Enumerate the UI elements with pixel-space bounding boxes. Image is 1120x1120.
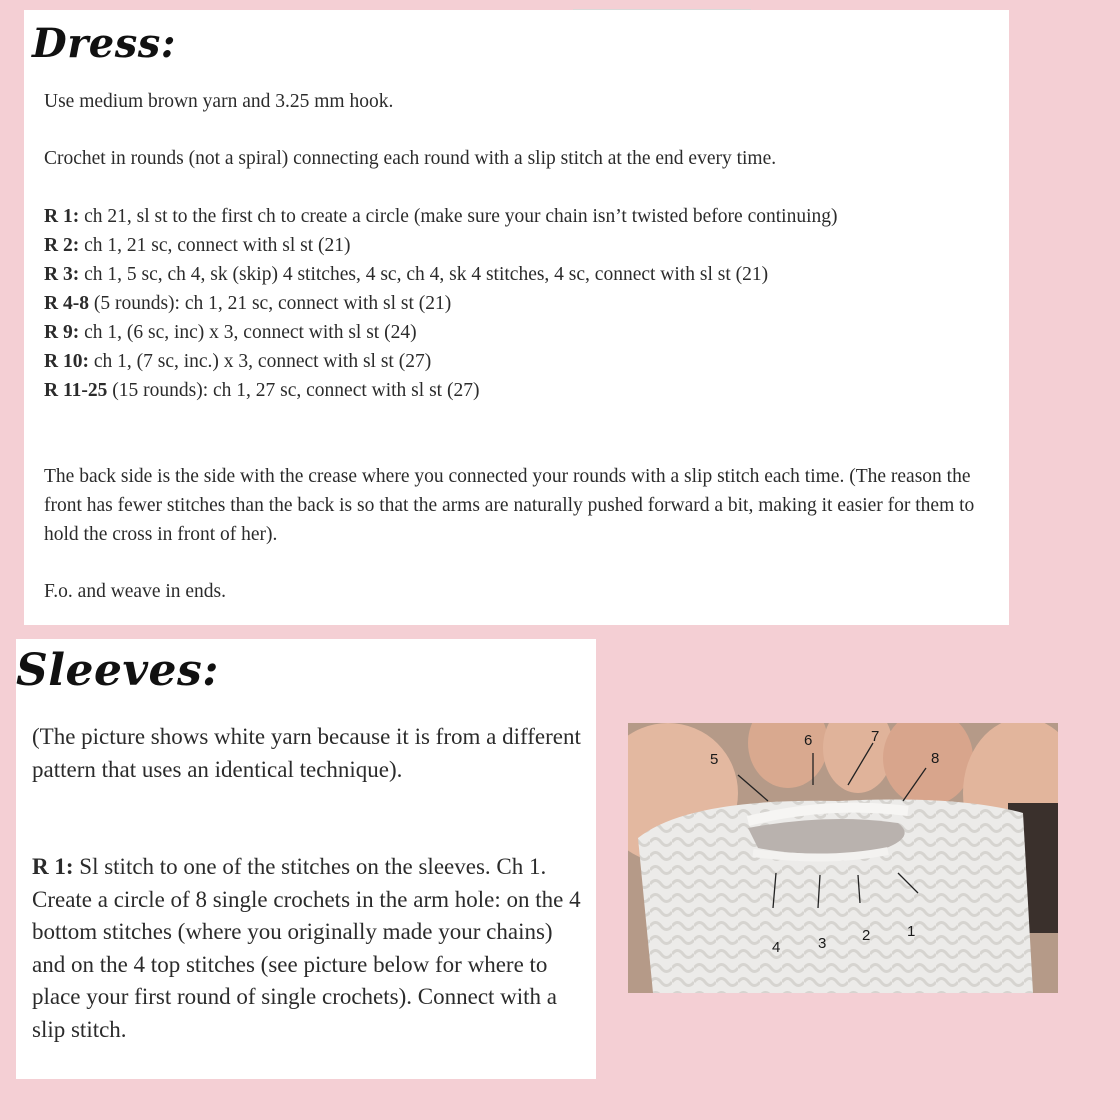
round-label: R 9: <box>44 322 80 343</box>
round-row <box>44 318 994 347</box>
sleeves-round-1 <box>32 851 587 1046</box>
round-label: R 11-25 <box>44 380 108 401</box>
round-label: R 10: <box>44 351 89 372</box>
stitch-number-2: 2 <box>862 927 871 944</box>
round-row <box>44 202 994 231</box>
sleeves-section <box>16 639 596 1079</box>
round-label: R 4-8 <box>44 293 89 314</box>
dress-round-list <box>44 202 994 405</box>
round-text: (15 rounds): ch 1, 27 sc, connect with sl st (27) <box>107 380 480 401</box>
round-row <box>44 347 994 376</box>
round-label: R 1: <box>32 854 74 879</box>
sleeves-heading: Sleeves: <box>16 645 220 696</box>
round-text: ch 1, (7 sc, inc.) x 3, connect with sl st (27) <box>88 351 432 372</box>
round-label: R 1: <box>44 206 80 227</box>
stitch-number-7: 7 <box>871 728 880 745</box>
arm-hole-illustration <box>628 723 1058 993</box>
round-label: R 2: <box>44 235 80 256</box>
dress-finish: F.o. and weave in ends. <box>44 581 227 602</box>
round-row <box>44 289 994 318</box>
round-text: ch 21, sl st to the first ch to create a circle (make sure your chain isn’t twisted before continuing) <box>79 206 838 227</box>
stitch-number-5: 5 <box>710 751 719 768</box>
round-text: Sl stitch to one of the stitches on the sleeves. Ch 1. Create a circle of 8 single crochets in the arm hole: on the 4 bottom stitches (where you originally made your chains) and on the 4 top stitches (see picture below for where to place your first round of single crochets). Connect with a slip stitch. <box>32 854 581 1042</box>
sleeves-note: (The picture shows white yarn because it is from a different pattern that uses an identical technique). <box>32 724 581 782</box>
round-row <box>44 260 994 289</box>
round-text: (5 rounds): ch 1, 21 sc, connect with sl st (21) <box>88 293 452 314</box>
dress-heading: Dress: <box>32 20 177 67</box>
round-text: ch 1, (6 sc, inc) x 3, connect with sl st (24) <box>79 322 417 343</box>
round-text: ch 1, 21 sc, connect with sl st (21) <box>79 235 351 256</box>
round-text: ch 1, 5 sc, ch 4, sk (skip) 4 stitches, 4 sc, ch 4, sk 4 stitches, 4 sc, connect with sl st (21) <box>79 264 769 285</box>
dress-back-side-note: The back side is the side with the crease where you connected your rounds with a slip stitch each time. (The reason the front has fewer stitches than the back is so that the arms are naturally pushed forward a bit, making it easier for them to hold the cross in front of her). <box>44 466 975 545</box>
dress-intro-rounds: Crochet in rounds (not a spiral) connecting each round with a slip stitch at the end every time. <box>44 148 777 169</box>
dress-intro-yarn: Use medium brown yarn and 3.25 mm hook. <box>44 91 394 112</box>
arm-hole-photo <box>628 723 1058 993</box>
stitch-number-8: 8 <box>931 750 940 767</box>
stitch-number-6: 6 <box>804 732 813 749</box>
stitch-number-1: 1 <box>907 923 916 940</box>
stitch-number-3: 3 <box>818 935 827 952</box>
round-row <box>44 376 994 405</box>
stitch-number-4: 4 <box>772 939 781 956</box>
dress-section <box>24 10 1009 625</box>
round-row <box>44 231 994 260</box>
round-label: R 3: <box>44 264 80 285</box>
